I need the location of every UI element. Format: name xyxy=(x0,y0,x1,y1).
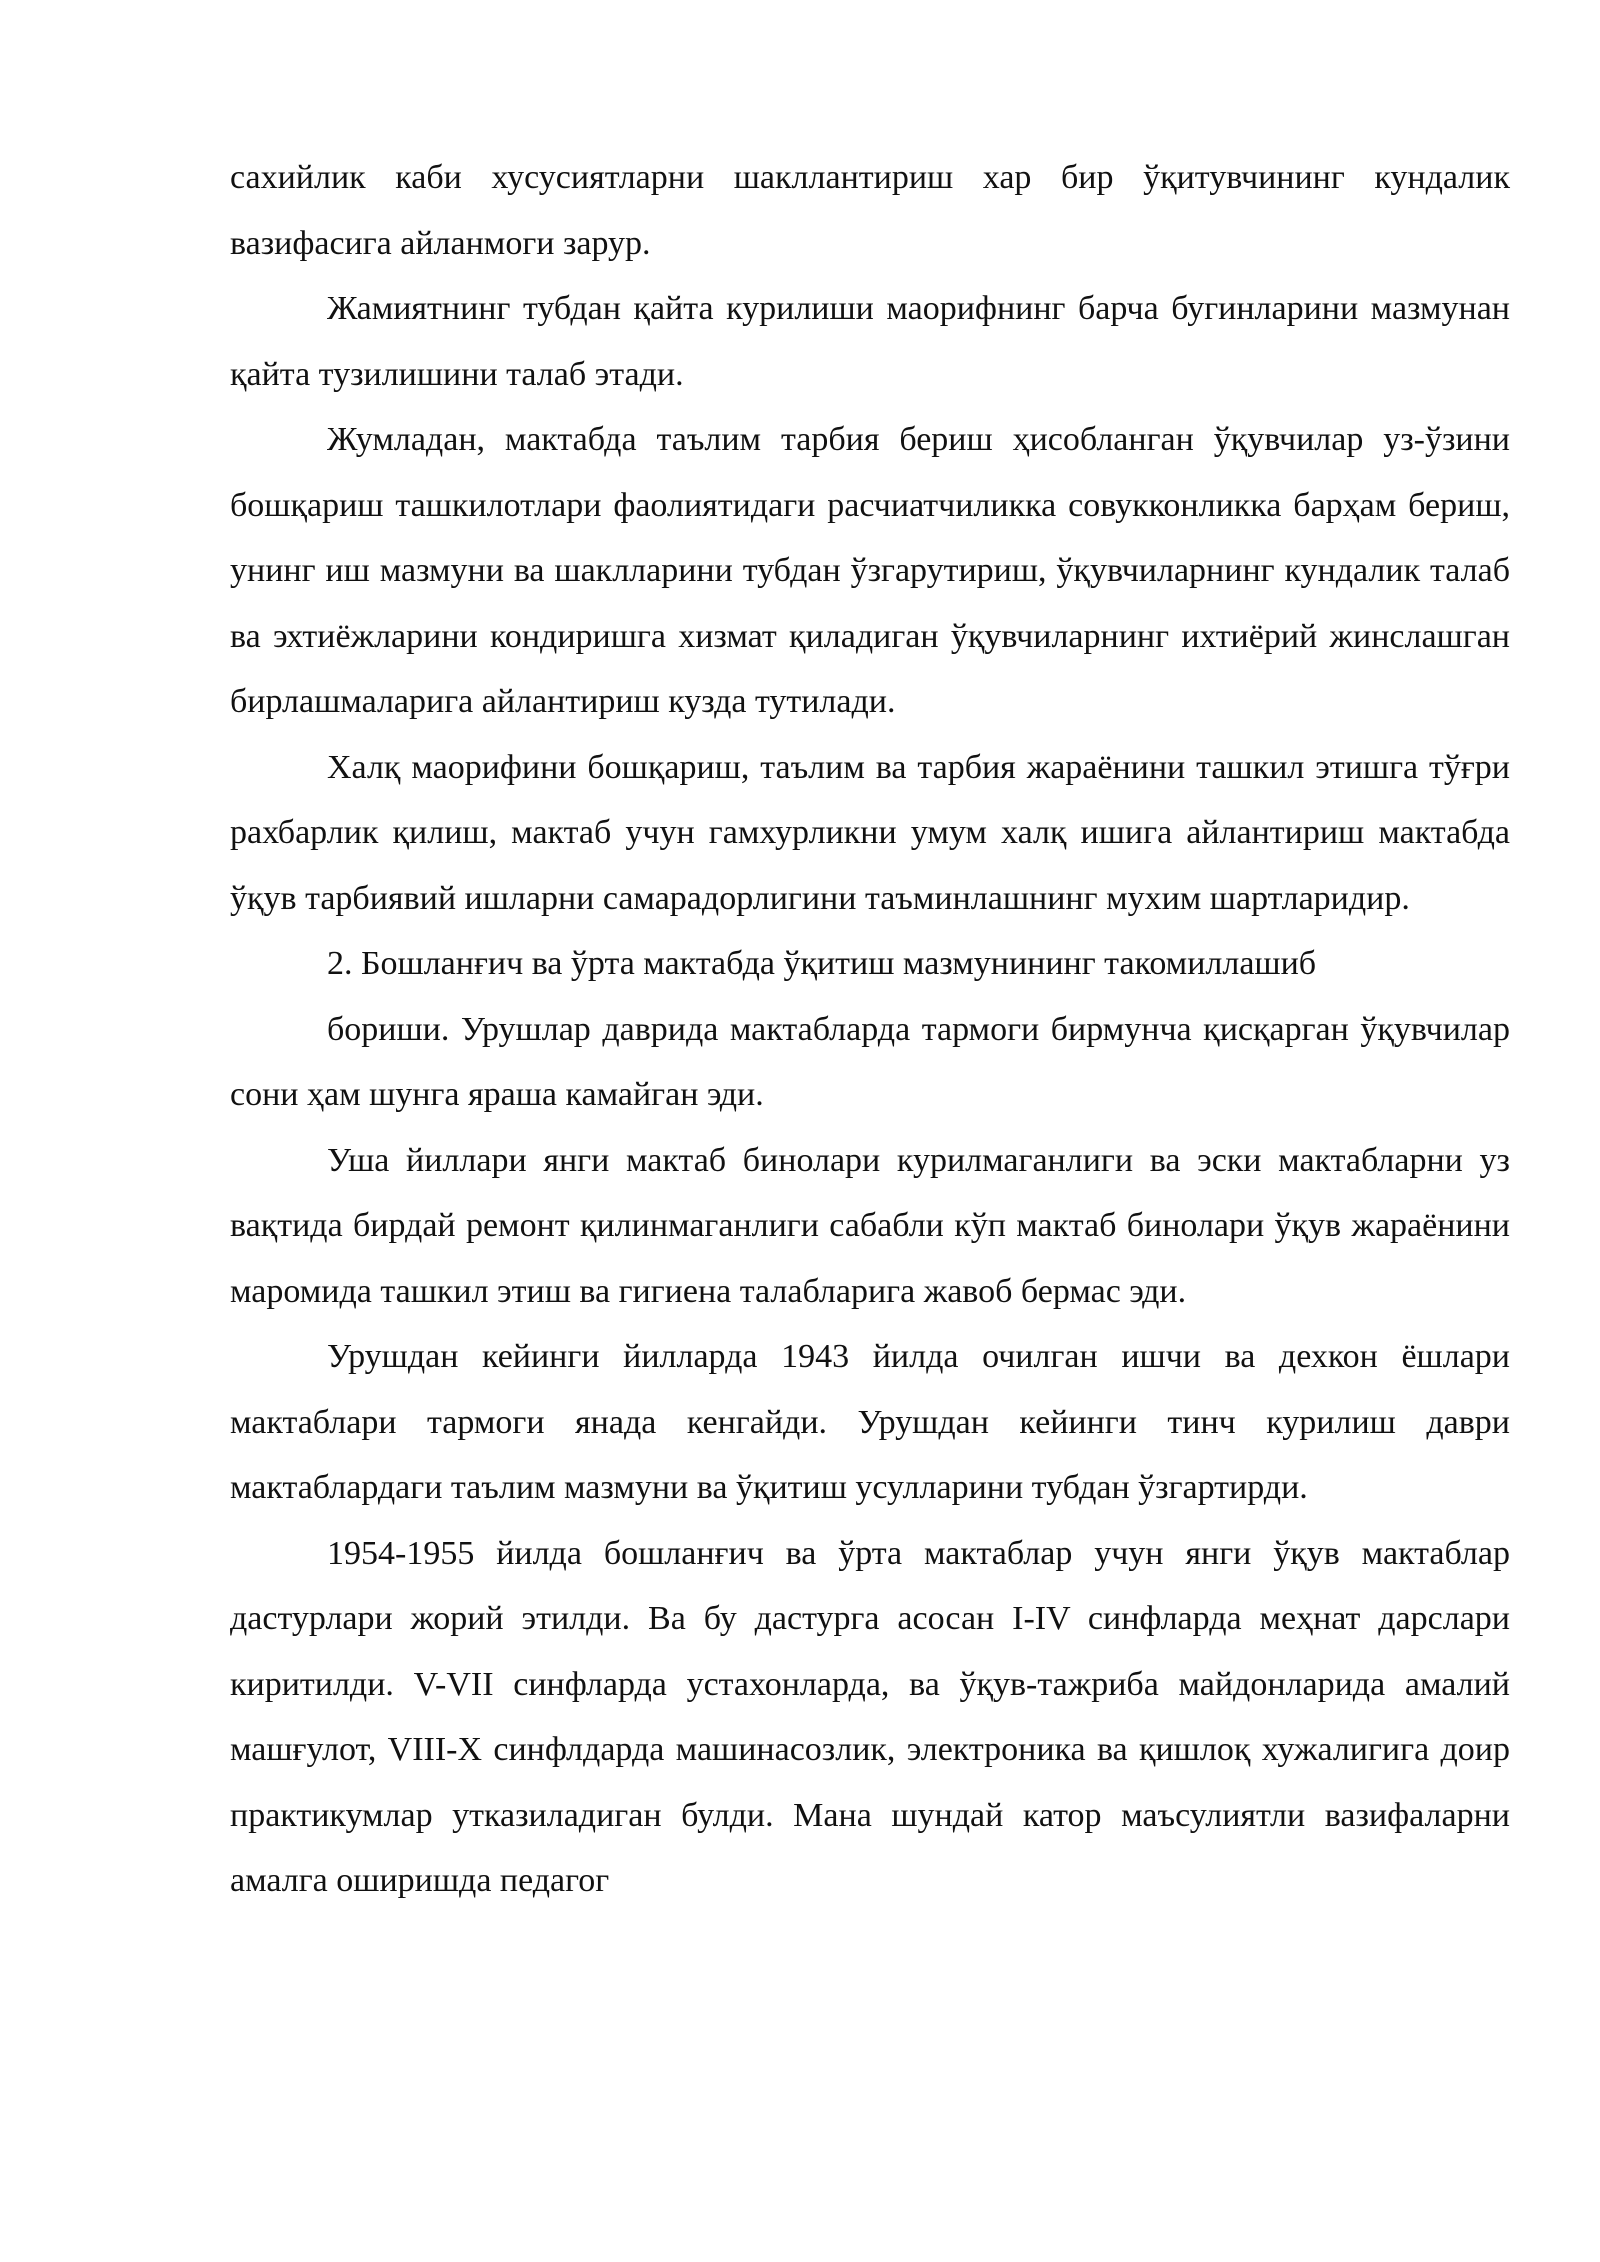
paragraph-2: Жамиятнинг тубдан қайта курилиши маорифнинг барча бугинларини мазмунан қайта тузилишини талаб этади. xyxy=(230,290,1510,393)
paragraph-5: бориши. Урушлар даврида мактабларда тармоги бирмунча қисқарган ўқувчилар сони ҳам шунга яраша камайган эди. xyxy=(230,1010,1510,1113)
paragraph-8: 1954-1955 йилда бошланғич ва ўрта мактаблар учун янги ўқув мактаблар дастурлари жорий этилди. Ва бу дастурга асосан I-IV синфларда меҳнат дарслари киритилди. V-VII синфларда устахонларда, ва ўқув-тажриба майдонларида амалий машғулот, VIII-X синфлдарда машинасозлик, электроника ва қишлоқ хужалигига доир практикумлар утказиладиган булди. Мана шундай катор маъсулиятли вазифаларни амалга оширишда педагог xyxy=(230,1534,1510,1899)
paragraph-3: Жумладан, мактабда таълим тарбия бериш ҳисобланган ўқувчилар уз-ўзини бошқариш ташкилотлари фаолиятидаги расчиатчиликка совукконликка барҳам бериш, унинг иш мазмуни ва шаклларини тубдан ўзгарутириш, ўқувчиларнинг кундалик талаб ва эхтиёжларини кондиришга хизмат қиладиган ўқувчиларнинг ихтиёрий жинслашган бирлашмаларига айлантириш кузда тутилади. xyxy=(230,421,1510,720)
section-heading: 2. Бошланғич ва ўрта мактабда ўқитиш мазмунининг такомиллашиб xyxy=(327,945,1317,982)
paragraph-7: Урушдан кейинги йилларда 1943 йилда очилган ишчи ва дехкон ёшлари мактаблари тармоги янада кенгайди. Урушдан кейинги тинч курилиш даври мактаблардаги таълим мазмуни ва ўқитиш усулларини тубдан ўзгартирди. xyxy=(230,1338,1510,1506)
paragraph-6: Уша йиллари янги мактаб бинолари курилмаганлиги ва эски мактабларни уз вақтида бирдай ремонт қилинмаганлиги сабабли кўп мактаб бинолари ўқув жараёнини маромида ташкил этиш ва гигиена талабларига жавоб бермас эди. xyxy=(230,1141,1510,1310)
body-text xyxy=(230,145,1510,1914)
paragraph-4: Халқ маорифини бошқариш, таълим ва тарбия жараёнини ташкил этишга тўғри рахбарлик қилиш, мактаб учун гамхурликни умум халқ ишига айлантириш мактабда ўқув тарбиявий ишларни самарадорлигини таъминлашнинг мухим шартларидир. xyxy=(230,748,1510,917)
paragraph-1: сахийлик каби хусусиятларни шакллантириш хар бир ўқитувчининг кундалик вазифасига айланмоги зарур. xyxy=(230,159,1510,262)
